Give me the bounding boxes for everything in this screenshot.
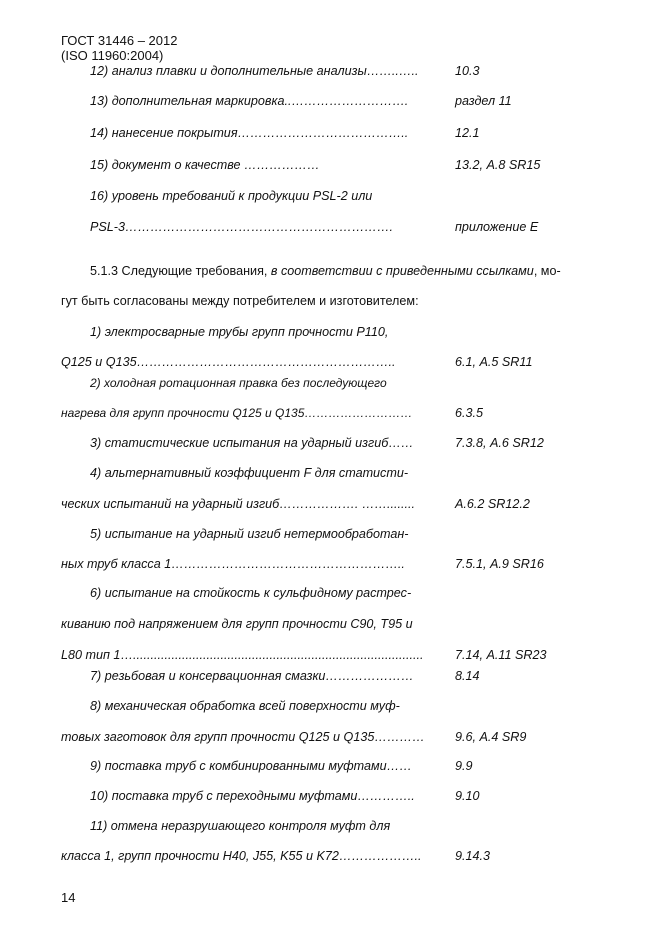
list2-item-4-ref: А.6.2 SR12.2 [455, 497, 530, 511]
list-item-13: 13) дополнительная маркировка..………………………. [90, 94, 409, 108]
list-item-16-ref: приложение Е [455, 220, 539, 234]
list2-item-2-continued: нагрева для групп прочности Q125 и Q135……………………… [61, 406, 413, 420]
list2-item-9-ref: 9.9 [455, 759, 473, 773]
list2-item-11-ref: 9.14.3 [455, 849, 491, 863]
list2-item-5: 5) испытание на ударный изгиб нетермообработан- [90, 527, 409, 541]
list2-item-8-ref: 9.6, А.4 SR9 [455, 730, 527, 744]
list-item-12-ref: 10.3 [455, 64, 480, 78]
list2-item-2-ref: 6.3.5 [455, 406, 484, 420]
list2-item-4: 4) альтернативный коэффициент F для статисти- [90, 466, 409, 480]
list2-item-5-continued: ных труб класса 1……………………………………………….. [61, 557, 405, 571]
list-item-16-continued: PSL-3………………………………………………………. [90, 220, 393, 234]
list-item-13-ref: раздел 11 [455, 94, 512, 108]
list2-item-6-ref: 7.14, А.11 SR23 [455, 648, 547, 662]
list2-item-1-continued: Q125 и Q135…………………………………………………….. [61, 355, 396, 369]
list2-item-6-continued: киванию под напряжением для групп прочности С90, Т95 и [61, 617, 413, 631]
list2-item-3-ref: 7.3.8, А.6 SR12 [455, 436, 544, 450]
page-number: 14 [61, 890, 76, 905]
clause-5-1-3-italic-phrase: в соответствии с приведенными ссылками [270, 264, 534, 278]
list-item-15: 15) документ о качестве ……………… [90, 158, 320, 172]
list2-item-1-ref: 6.1, А.5 SR11 [455, 355, 533, 369]
list2-item-7-ref: 8.14 [455, 669, 480, 683]
list2-item-3: 3) статистические испытания на ударный изгиб…… [90, 436, 414, 450]
list2-item-1: 1) электросварные трубы групп прочности Р110, [90, 325, 389, 339]
doc-standard-number: ГОСТ 31446 – 2012 [61, 33, 178, 48]
list-item-14-ref: 12.1 [455, 126, 480, 140]
list-item-14: 14) нанесение покрытия………………………………….. [90, 126, 409, 140]
list-item-12: 12) анализ плавки и дополнительные анализы……..….. [90, 64, 419, 78]
list2-item-4-continued: ческих испытаний на ударный изгиб………………. ……........ [61, 497, 416, 511]
list2-item-7: 7) резьбовая и консервационная смазки………………… [90, 669, 414, 683]
list2-item-11-continued: класса 1, групп прочности Н40, J55, K55 и K72……………….. [61, 849, 422, 863]
list2-item-8: 8) механическая обработка всей поверхности муф- [90, 699, 400, 713]
list2-item-10: 10) поставка труб с переходными муфтами………….. [90, 789, 415, 803]
list2-item-10-ref: 9.10 [455, 789, 480, 803]
list2-item-5-ref: 7.5.1, А.9 SR16 [455, 557, 544, 571]
doc-iso-reference: (ISO 11960:2004) [61, 48, 164, 63]
list2-item-6: 6) испытание на стойкость к сульфидному растрес- [90, 586, 412, 600]
clause-5-1-3-lead: 5.1.3 Следующие требования, [90, 264, 271, 278]
list2-item-9: 9) поставка труб с комбинированными муфтами…… [90, 759, 412, 773]
list-item-16: 16) уровень требований к продукции PSL-2 или [90, 189, 373, 203]
list2-item-8-continued: товых заготовок для групп прочности Q125 и Q135………… [61, 730, 425, 744]
list2-item-11: 11) отмена неразрушающего контроля муфт для [90, 819, 391, 833]
list2-item-6-continued-2: L80 тип 1…................................................................................... [61, 648, 424, 662]
clause-5-1-3-tail: , мо- [533, 264, 561, 278]
clause-5-1-3-line-1 [90, 264, 561, 279]
list2-item-2: 2) холодная ротационная правка без последующего [90, 376, 387, 390]
list-item-15-ref: 13.2, А.8 SR15 [455, 158, 541, 172]
clause-5-1-3-line-2: гут быть согласованы между потребителем и изготовителем: [61, 294, 419, 308]
